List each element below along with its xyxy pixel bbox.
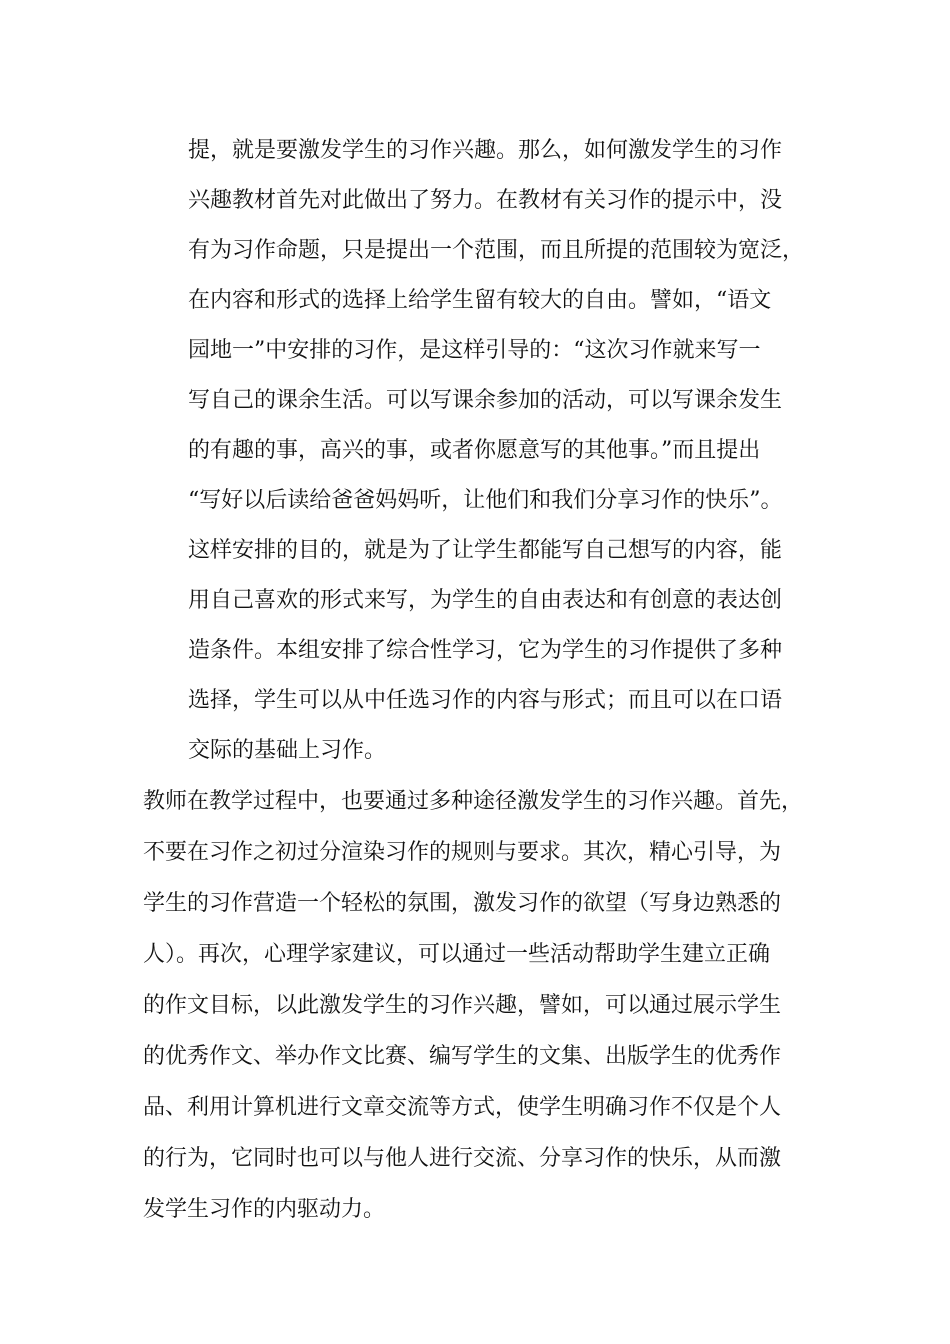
- text-line: 发学生习作的内驱动力。: [143, 1197, 386, 1222]
- text-line: 不要在习作之初过分渲染习作的规则与要求。其次，精心引导，为: [143, 840, 782, 865]
- text-line: 的行为，它同时也可以与他人进行交流、分享习作的快乐，从而激: [143, 1146, 782, 1171]
- text-line: 学生的习作营造一个轻松的氛围，激发习作的欲望（写身边熟悉的: [143, 891, 782, 916]
- text-line: 提，就是要激发学生的习作兴趣。那么，如何激发学生的习作: [188, 138, 783, 163]
- text-line: 品、利用计算机进行文章交流等方式，使学生明确习作不仅是个人: [143, 1095, 782, 1120]
- text-line: 这样安排的目的，就是为了让学生都能写自己想写的内容，能: [188, 538, 783, 563]
- text-line: 写自己的课余生活。可以写课余参加的活动，可以写课余发生: [188, 388, 783, 413]
- text-line: 的优秀作文、举办作文比赛、编写学生的文集、出版学生的优秀作: [143, 1044, 782, 1069]
- text-line: 交际的基础上习作。: [188, 738, 387, 763]
- text-line: 用自己喜欢的形式来写，为学生的自由表达和有创意的表达创: [188, 588, 783, 613]
- text-line: 兴趣教材首先对此做出了努力。在教材有关习作的提示中，没: [188, 188, 783, 213]
- body-paragraph: [143, 776, 823, 1235]
- text-line: 园地一”中安排的习作，是这样引导的：“这次习作就来写一: [188, 338, 761, 363]
- text-line: 的作文目标，以此激发学生的习作兴趣，譬如，可以通过展示学生: [143, 993, 782, 1018]
- indented-paragraph: [188, 126, 808, 776]
- text-line: 的有趣的事，高兴的事，或者你愿意写的其他事。”而且提出: [188, 438, 761, 463]
- text-line: 人）。再次，心理学家建议，可以通过一些活动帮助学生建立正确: [143, 942, 771, 967]
- text-line: 在内容和形式的选择上给学生留有较大的自由。譬如，“语文: [188, 288, 772, 313]
- text-line: 有为习作命题，只是提出一个范围，而且所提的范围较为宽泛，: [188, 238, 805, 263]
- text-line: 造条件。本组安排了综合性学习，它为学生的习作提供了多种: [188, 638, 783, 663]
- text-line: 选择，学生可以从中任选习作的内容与形式；而且可以在口语: [188, 688, 783, 713]
- text-line: “写好以后读给爸爸妈妈听，让他们和我们分享习作的快乐”。: [188, 488, 783, 513]
- text-line: 教师在教学过程中，也要通过多种途径激发学生的习作兴趣。首先，: [143, 789, 804, 814]
